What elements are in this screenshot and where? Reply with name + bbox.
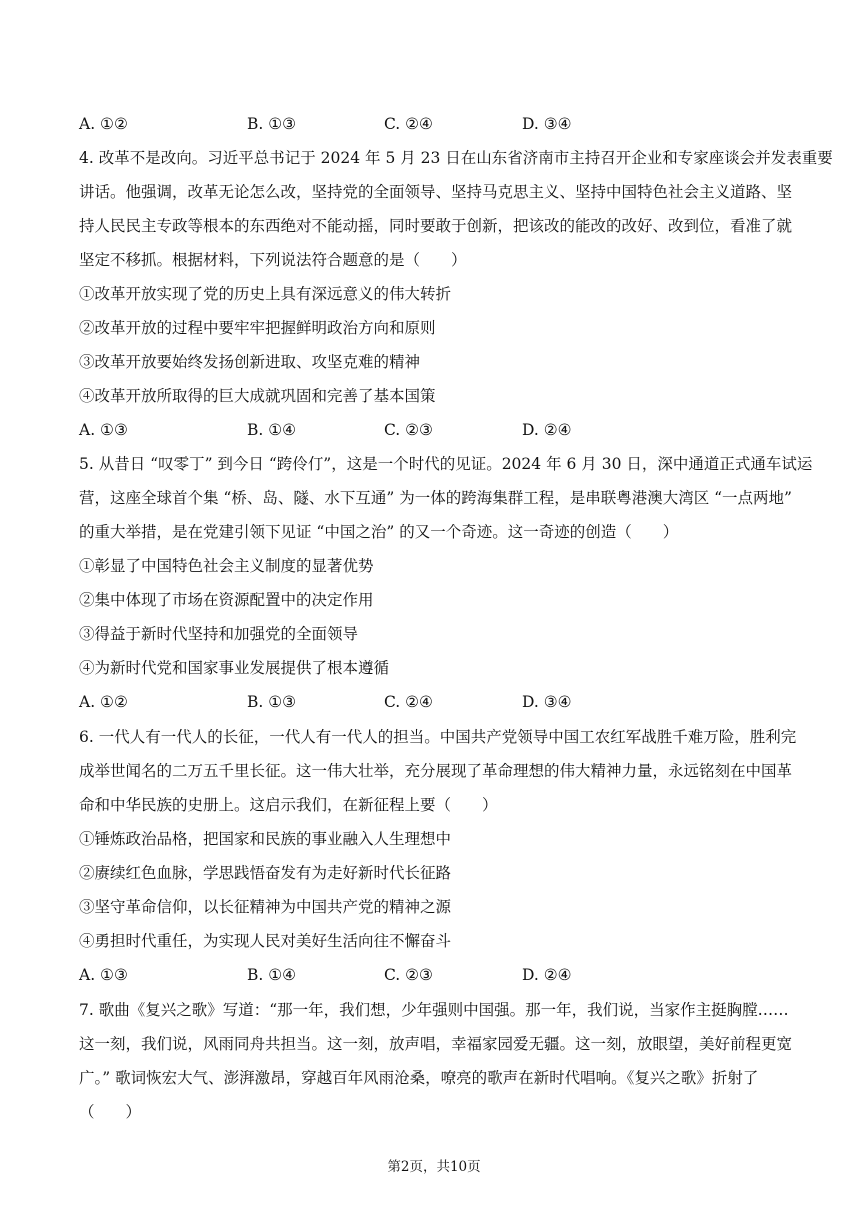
- q5-options: [79, 692, 791, 712]
- q6-statement-2: ②赓续红色血脉，学思践悟奋发有为走好新时代长征路: [79, 864, 452, 882]
- q5-stem-line: 的重大举措，是在党建引领下见证 “中国之治” 的又一个奇迹。这一奇迹的创造（ ）: [79, 523, 679, 541]
- q5-statement-1: ①彰显了中国特色社会主义制度的显著优势: [79, 557, 374, 575]
- option-d: D. ②④: [522, 421, 572, 439]
- q7-stem-line: 7. 歌曲《复兴之歌》写道：“那一年，我们想，少年强则中国强。那一年，我们说，当家作主挺胸膛……: [79, 1001, 789, 1019]
- q4-stem-line: 持人民民主专政等根本的东西绝对不能动摇，同时要敢于创新，把该改的能改的改好、改到位，看准了就: [79, 217, 793, 235]
- q4-stem-line: 4. 改革不是改向。习近平总书记于 2024 年 5 月 23 日在山东省济南市主持召开企业和专家座谈会并发表重要: [79, 149, 833, 167]
- q6-stem-line: 命和中华民族的史册上。这启示我们，在新征程上要（ ）: [79, 796, 498, 814]
- q3-options: [79, 114, 791, 134]
- option-b: B. ①④: [247, 966, 297, 984]
- option-c: C. ②③: [384, 421, 433, 439]
- page-number-footer: 第2页，共10页: [387, 1159, 481, 1175]
- q6-statement-1: ①锤炼政治品格，把国家和民族的事业融入人生理想中: [79, 830, 452, 848]
- q6-stem-line: 成举世闻名的二万五千里长征。这一伟大壮举，充分展现了革命理想的伟大精神力量，永远铭刻在中国革: [79, 762, 793, 780]
- q4-stem-line: 坚定不移抓。根据材料，下列说法符合题意的是（ ）: [79, 251, 467, 269]
- q6-stem-line: 6. 一代人有一代人的长征，一代人有一代人的担当。中国共产党领导中国工农红军战胜千难万险，胜利完: [79, 728, 797, 746]
- q5-statement-4: ④为新时代党和国家事业发展提供了根本遵循: [79, 659, 390, 677]
- option-d: D. ②④: [522, 966, 572, 984]
- option-d: D. ③④: [522, 693, 572, 711]
- q4-options: [79, 420, 791, 440]
- q4-statement-3: ③改革开放要始终发扬创新进取、攻坚克难的精神: [79, 353, 421, 371]
- option-b: B. ①③: [247, 115, 297, 133]
- q7-stem-line: 这一刻，我们说，风雨同舟共担当。这一刻，放声唱，幸福家园爱无疆。这一刻，放眼望，美好前程更宽: [79, 1035, 793, 1053]
- option-b: B. ①④: [247, 421, 297, 439]
- q4-statement-4: ④改革开放所取得的巨大成就巩固和完善了基本国策: [79, 387, 436, 405]
- q4-statement-1: ①改革开放实现了党的历史上具有深远意义的伟大转折: [79, 285, 452, 303]
- option-c: C. ②④: [384, 693, 433, 711]
- q5-stem-line: 5. 从昔日 “叹零丁” 到今日 “跨伶仃”，这是一个时代的见证。2024 年 6 月 30 日，深中通道正式通车试运: [79, 455, 813, 473]
- q5-statement-3: ③得益于新时代坚持和加强党的全面领导: [79, 625, 359, 643]
- q7-answer-blank: （ ）: [79, 1103, 142, 1121]
- q6-statement-3: ③坚守革命信仰，以长征精神为中国共产党的精神之源: [79, 898, 452, 916]
- q6-statement-4: ④勇担时代重任，为实现人民对美好生活向往不懈奋斗: [79, 932, 452, 950]
- q7-stem-line: 广。” 歌词恢宏大气、澎湃激昂，穿越百年风雨沧桑，嘹亮的歌声在新时代唱响。《复兴之歌》折射了: [79, 1069, 759, 1087]
- option-c: C. ②③: [384, 966, 433, 984]
- option-a: A. ①③: [79, 966, 128, 984]
- option-b: B. ①③: [247, 693, 297, 711]
- option-a: A. ①②: [79, 693, 128, 711]
- q5-stem-line: 营，这座全球首个集 “桥、岛、隧、水下互通” 为一体的跨海集群工程，是串联粤港澳大湾区 “一点两地”: [79, 489, 792, 507]
- q6-options: [79, 965, 791, 985]
- option-d: D. ③④: [522, 115, 572, 133]
- q4-stem-line: 讲话。他强调，改革无论怎么改，坚持党的全面领导、坚持马克思主义、坚持中国特色社会主义道路、坚: [79, 183, 793, 201]
- q5-statement-2: ②集中体现了市场在资源配置中的决定作用: [79, 591, 374, 609]
- option-a: A. ①②: [79, 115, 128, 133]
- option-c: C. ②④: [384, 115, 433, 133]
- option-a: A. ①③: [79, 421, 128, 439]
- q4-statement-2: ②改革开放的过程中要牢牢把握鲜明政治方向和原则: [79, 319, 436, 337]
